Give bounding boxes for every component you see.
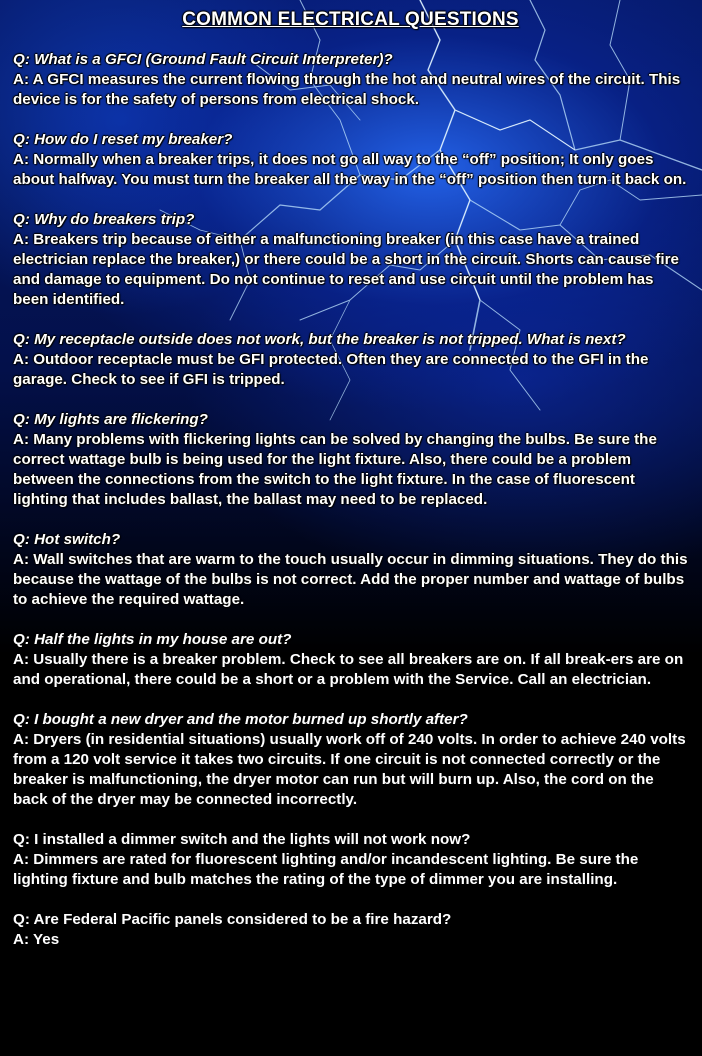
faq-item [13,910,688,950]
faq-answer: A: Dryers (in residential situations) usually work off of 240 volts. In order to achieve 240 volts from a 120 volt service it takes two circuits. If one circuit is not connected correctly or the breaker is malfunctioning, the dryer motor can run but will burn up. Also, the cord on the back of the dryer may be connected incorrectly. [13,731,686,808]
faq-item [13,630,688,690]
faq-item [13,830,688,890]
faq-answer: A: Outdoor receptacle must be GFI protected. Often they are connected to the GFI in the garage. Check to see if GFI is tripped. [13,351,649,388]
faq-item [13,410,688,510]
faq-item [13,710,688,810]
faq-question: Q: Why do breakers trip? [13,211,195,228]
faq-item [13,530,688,610]
faq-answer: A: Normally when a breaker trips, it does not go all way to the “off” position; It only goes about halfway. You must turn the breaker all the way in the “off” position then turn it back on. [13,151,687,188]
faq-item [13,330,688,390]
faq-answer: A: Yes [13,931,60,948]
faq-answer: A: A GFCI measures the current flowing through the hot and neutral wires of the circuit. This device is for the safety of persons from electrical shock. [13,71,681,108]
faq-question: Q: My lights are flickering? [13,411,208,428]
page-title: COMMON ELECTRICAL QUESTIONS [182,9,519,30]
faq-answer: A: Breakers trip because of either a malfunctioning breaker (in this case have a trained electrician replace the breaker,) or there could be a short in the circuit. Shorts can cause fire and damage to equipment. Do not continue to reset and use circuit until the problem has been identified. [13,231,679,308]
faq-question: Q: My receptacle outside does not work, but the breaker is not tripped. What is next? [13,331,626,348]
faq-question: Q: How do I reset my breaker? [13,131,233,148]
faq-question: Q: Hot switch? [13,531,121,548]
faq-answer: A: Usually there is a breaker problem. Check to see all breakers are on. If all break-ers are on and operational, there could be a short or a problem with the Service. Call an electrician. [13,651,684,688]
faq-question: Q: Are Federal Pacific panels considered to be a fire hazard? [13,911,452,928]
faq-item [13,210,688,310]
faq-answer: A: Dimmers are rated for fluorescent lighting and/or incandescent lighting. Be sure the lighting fixture and bulb matches the rating of the type of dimmer you are installing. [13,851,639,888]
faq-question: Q: I installed a dimmer switch and the lights will not work now? [13,831,471,848]
faq-item [13,130,688,190]
faq-answer: A: Many problems with flickering lights can be solved by changing the bulbs. Be sure the correct wattage bulb is being used for the light fixture. Also, there could be a problem between the connections from the switch to the light fixture. In the case of fluorescent lighting that includes ballast, the ballast may need to be replaced. [13,431,657,508]
faq-question: Q: I bought a new dryer and the motor burned up shortly after? [13,711,468,728]
faq-question: Q: What is a GFCI (Ground Fault Circuit Interpreter)? [13,51,393,68]
faq-item [13,50,688,110]
faq-question: Q: Half the lights in my house are out? [13,631,292,648]
faq-answer: A: Wall switches that are warm to the touch usually occur in dimming situations. They do this because the wattage of the bulbs is not correct. Add the proper number and wattage of bulbs to achieve the required wattage. [13,551,688,608]
